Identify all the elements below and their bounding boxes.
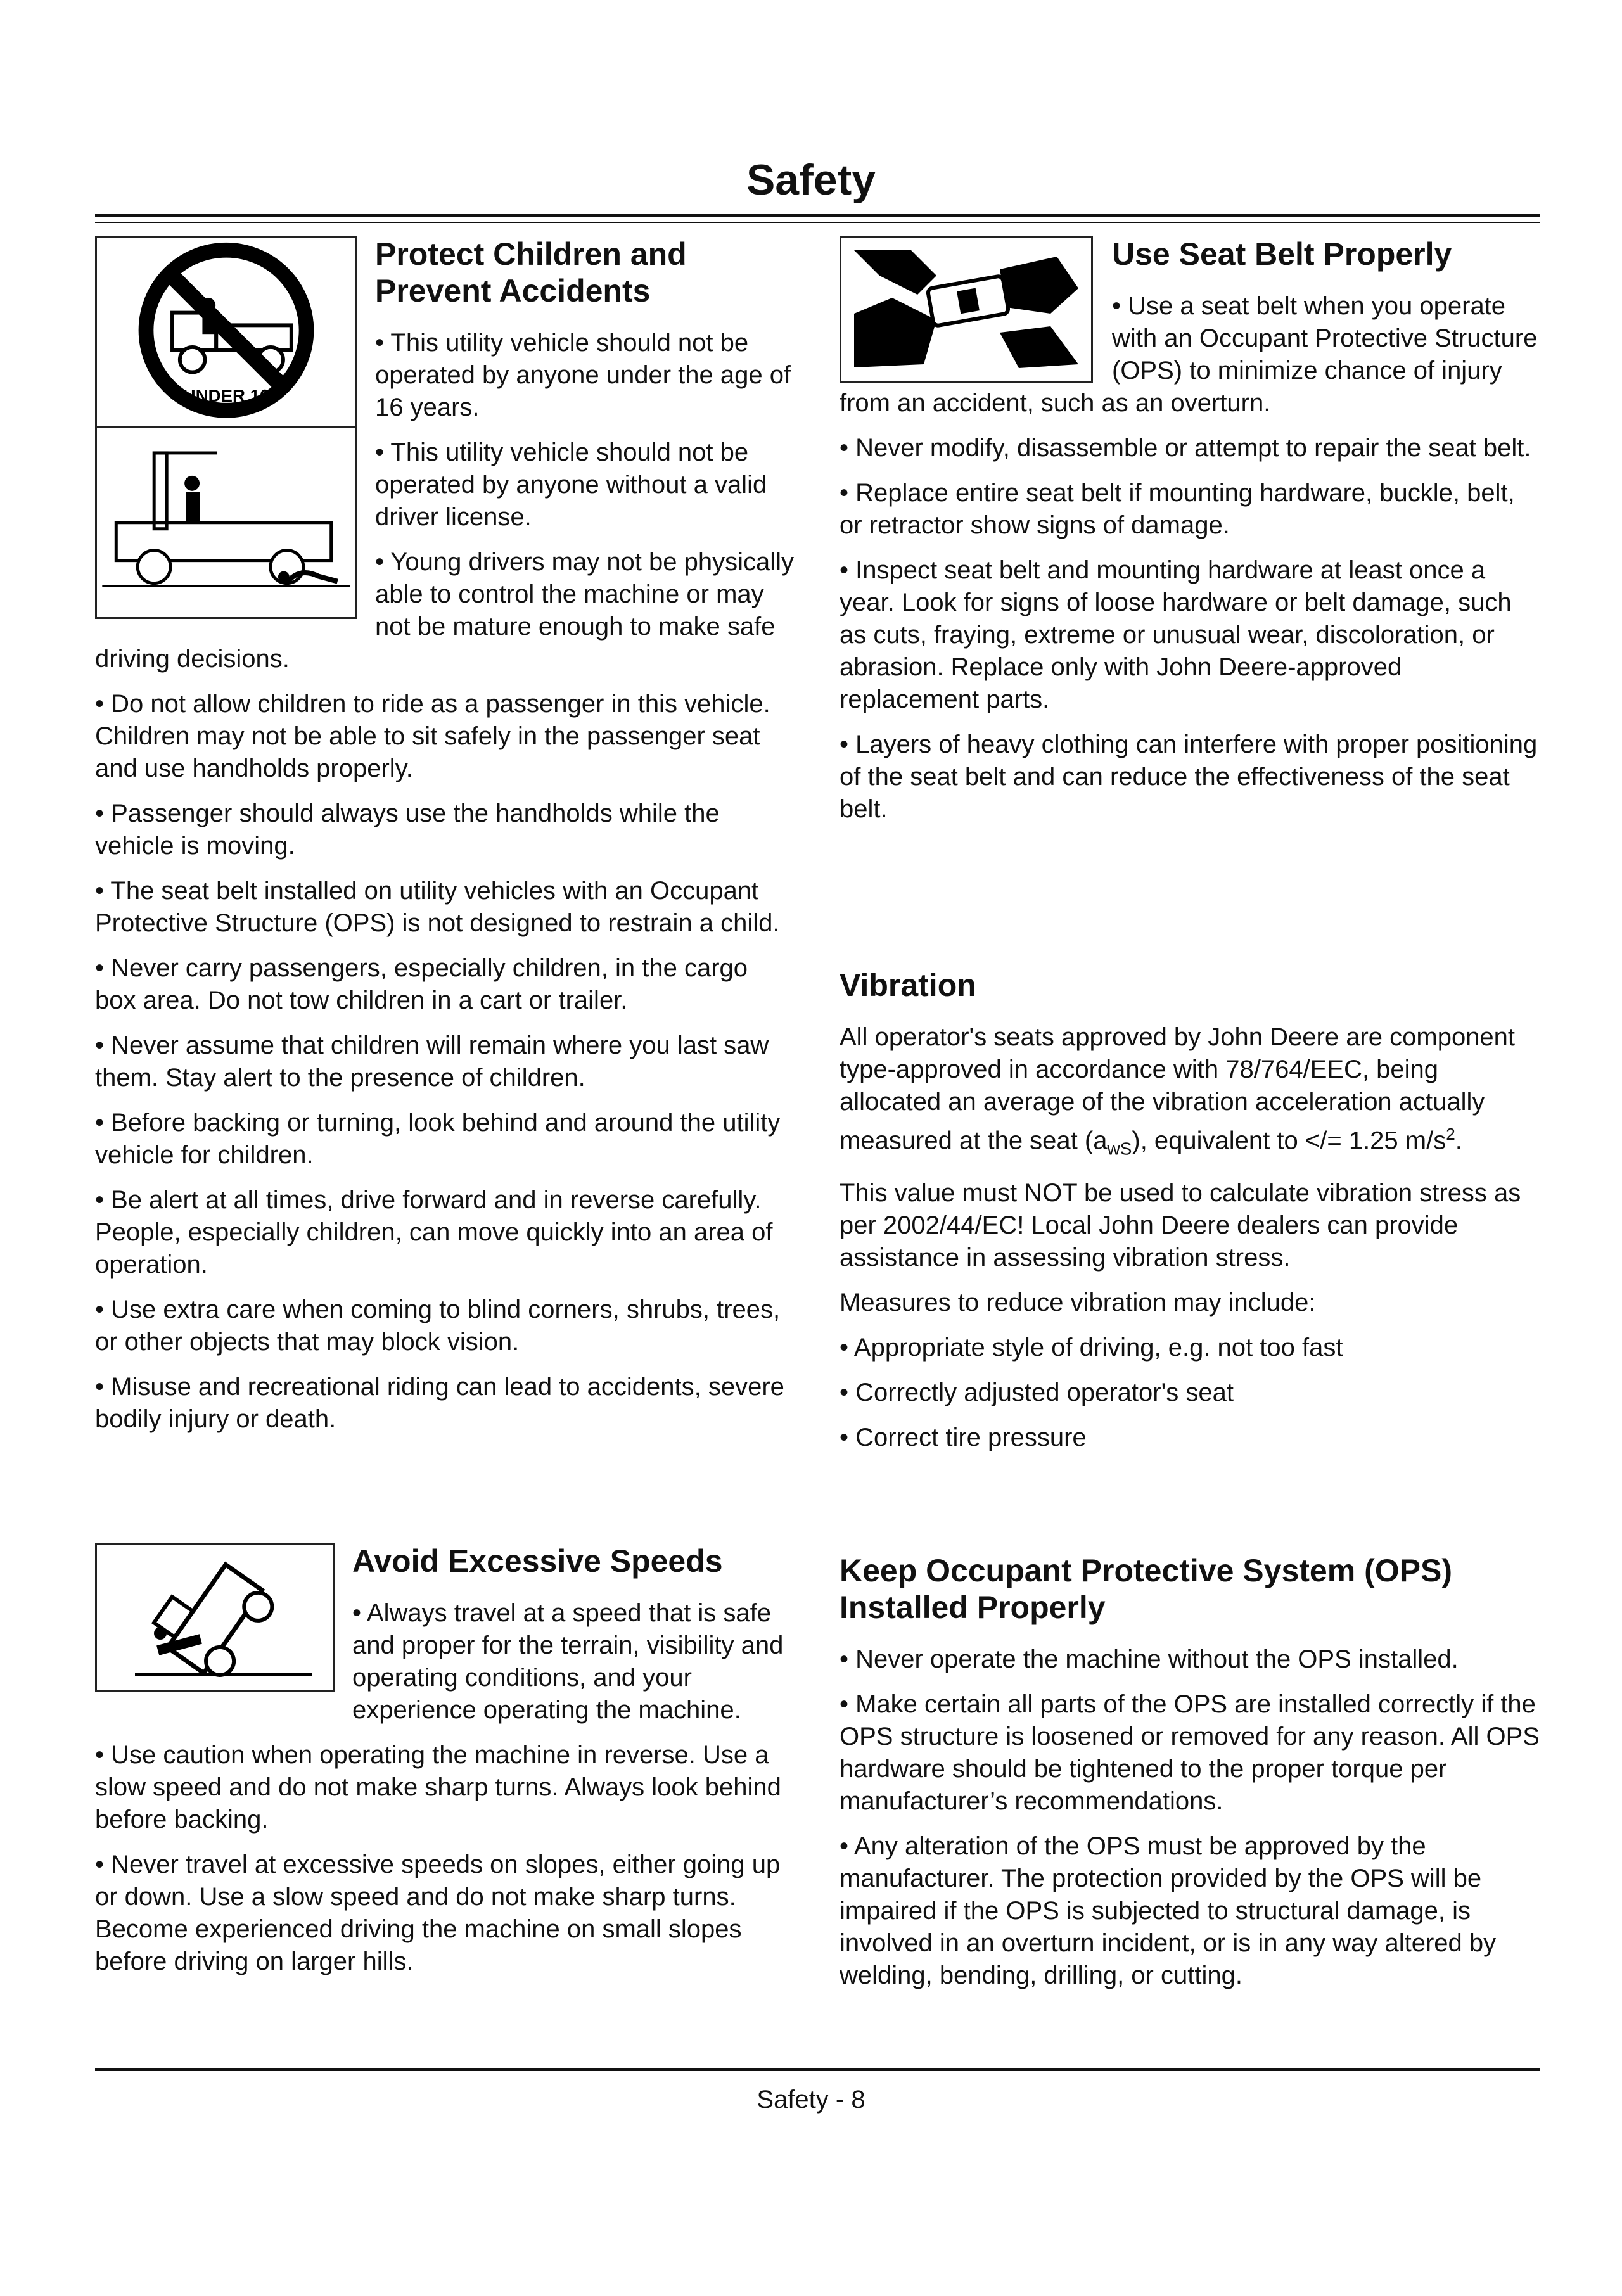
vehicle-overturn-icon	[95, 1543, 335, 1692]
seat-belt-buckle-icon	[840, 236, 1093, 383]
paragraph: • Use a seat belt when you operate with an Occupant Protective Structure (OPS) to minimize chance of injury from an accident, such as an overturn.	[840, 292, 1538, 417]
section-seat-belt	[840, 236, 1540, 838]
section-title: Use Seat Belt Properly	[1112, 236, 1452, 272]
paragraph: • Never travel at excessive speeds on slopes, either going up or down. Use a slow speed and do not make sharp turns. Become experienced driving the machine on small slopes before driving on larger hills.	[95, 1851, 781, 1975]
header-rule	[95, 214, 1540, 217]
paragraph: • Make certain all parts of the OPS are installed correctly if the OPS structure is loosened or removed for any reason. All OPS hardware should be tightened to the proper torque per manufacturer’s recommendations.	[840, 1690, 1540, 1815]
section-title: Vibration	[840, 967, 976, 1003]
list-item: • Appropriate style of driving, e.g. not too fast	[840, 1334, 1343, 1362]
page-title: Safety	[746, 156, 876, 204]
paragraph: • Never modify, disassemble or attempt to repair the seat belt.	[840, 434, 1531, 462]
paragraph: • This utility vehicle should not be operated by anyone without a valid driver license.	[375, 438, 767, 531]
section-title: Keep Occupant Protective System (OPS) Installed Properly	[840, 1553, 1452, 1625]
paragraph: • Misuse and recreational riding can lead to accidents, severe bodily injury or death.	[95, 1373, 784, 1433]
paragraph: This value must NOT be used to calculate vibration stress as per 2002/44/EC! Local John Deere dealers can provide assistance in assessing vibration stress.	[840, 1179, 1521, 1272]
section-title: Protect Children and Prevent Accidents	[375, 236, 687, 309]
list-item: • Correctly adjusted operator's seat	[840, 1379, 1234, 1407]
section-protect-children	[95, 236, 795, 1448]
paragraph: • Replace entire seat belt if mounting hardware, buckle, belt, or retractor show signs of damage.	[840, 479, 1515, 539]
paragraph: • Use extra care when coming to blind corners, shrubs, trees, or other objects that may block vision.	[95, 1296, 781, 1356]
page-number: Safety - 8	[757, 2086, 865, 2114]
header-rule-thin	[95, 222, 1540, 223]
young-driver-accident-icon	[97, 428, 355, 618]
paragraph: • Young drivers may not be physically able to control the machine or may not be mature enough to make safe driving decisions.	[95, 548, 795, 673]
paragraph: • Be alert at all times, drive forward and in reverse carefully. People, especially children, can move quickly into an area of operation.	[95, 1186, 773, 1279]
paragraph: • Never operate the machine without the OPS installed.	[840, 1645, 1459, 1673]
list-item: • Correct tire pressure	[840, 1424, 1087, 1452]
paragraph: All operator's seats approved by John Deere are component type-approved in accordance with 78/764/EEC, being allocated an average of the vibration acceleration actually measured at the seat $(a_{wS})$, equivalent to </= 1.25 $m/s^2$.	[840, 1023, 1516, 1159]
paragraph: • Layers of heavy clothing can interfere with proper positioning of the seat belt and can reduce the effectiveness of the seat belt.	[840, 730, 1538, 823]
footer-rule	[95, 2068, 1540, 2071]
paragraph: • Use caution when operating the machine in reverse. Use a slow speed and do not make sharp turns. Always look behind before backing.	[95, 1741, 781, 1834]
children-safety-figure	[95, 236, 357, 619]
paragraph: • The seat belt installed on utility vehicles with an Occupant Protective Structure (OPS) is not designed to restrain a child.	[95, 877, 780, 937]
paragraph: Measures to reduce vibration may include:	[840, 1289, 1316, 1317]
section-vibration	[840, 967, 1540, 1467]
paragraph: • Inspect seat belt and mounting hardware at least once a year. Look for signs of loose hardware or belt damage, such as cuts, fraying, extreme or unusual wear, discoloration, or abrasion. Replace only with John Deere-approved replacement parts.	[840, 556, 1512, 713]
paragraph: • Do not allow children to ride as a passenger in this vehicle. Children may not be able to sit safely in the passenger seat and use handholds properly.	[95, 690, 770, 782]
paragraph: • This utility vehicle should not be operated by anyone under the age of 16 years.	[375, 329, 791, 421]
svg-text:UNDER 16: UNDER 16	[182, 385, 270, 405]
paragraph: • Before backing or turning, look behind and around the utility vehicle for children.	[95, 1109, 781, 1169]
paragraph: • Passenger should always use the handholds while the vehicle is moving.	[95, 800, 720, 860]
paragraph: • Never carry passengers, especially children, in the cargo box area. Do not tow children in a cart or trailer.	[95, 954, 748, 1014]
section-ops	[840, 1552, 1540, 2005]
paragraph: • Never assume that children will remain where you last saw them. Stay alert to the presence of children.	[95, 1031, 769, 1092]
section-title: Avoid Excessive Speeds	[352, 1543, 723, 1579]
paragraph: • Any alteration of the OPS must be approved by the manufacturer. The protection provided by the OPS will be impaired if the OPS is subjected to structural damage, is involved in an overturn incident, or is in any way altered by welding, bending, drilling, or cutting.	[840, 1832, 1497, 1989]
paragraph: • Always travel at a speed that is safe and proper for the terrain, visibility and operating conditions, and your experience operating the machine.	[352, 1599, 784, 1724]
section-avoid-speeds	[95, 1543, 795, 1991]
no-children-under-16-icon	[97, 238, 355, 428]
